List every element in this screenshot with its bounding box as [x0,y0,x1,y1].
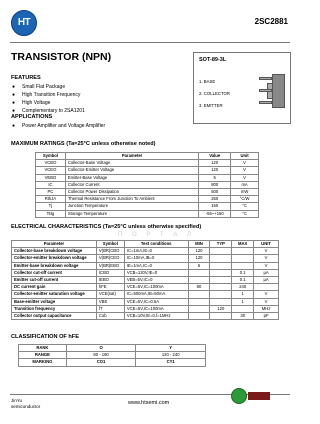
cell: VCEO [36,167,66,174]
table-row [12,312,279,319]
cell [210,248,232,255]
cell: 250 [199,196,231,203]
cell: VCE=5V,IC=100mA [124,284,188,291]
column-header: MIN [188,241,210,248]
cell: Collector-base breakdown voltage [12,248,97,255]
classification-heading: CLASSIFICATION OF hFE [11,334,79,340]
table-row [12,269,279,276]
electrical-heading: ELECTRICAL CHARACTERISTICS (Ta=25°C unless otherwise specified) [11,224,202,230]
cell: V [231,167,259,174]
pin-icon [259,101,272,104]
cell: CY1 [136,359,206,366]
cell: O [66,345,136,352]
cell: MARKING [19,359,67,366]
footer-company [11,398,40,410]
cell: Collector Power Dissipation [65,188,198,195]
cell [210,276,232,283]
cell: °C [231,210,259,217]
cell: VCB=10V,IE=0,f=1MHz [124,312,188,319]
cell: V(BR)CEO [96,255,124,262]
cell: IC=500mA,IB=50mA [124,291,188,298]
website-link[interactable]: www.htsemi.com [128,400,170,406]
table-row [12,291,279,298]
table-row [19,352,206,359]
package-title: SOT-89-3L [199,57,227,63]
table-row [36,181,259,188]
cell: VEB=5V,IC=0 [124,276,188,283]
column-header: Parameter [12,241,97,248]
cell: V [254,255,279,262]
cell: Collector-emitter breakdown voltage [12,255,97,262]
cell: 120 [199,167,231,174]
cell: fT [96,305,124,312]
cell: Tj [36,203,66,210]
table-row [36,196,259,203]
table-row [36,188,259,195]
cell: DC current gain [12,284,97,291]
cell: RANGE [19,352,67,359]
cell: IE=1mA,IC=0 [124,262,188,269]
table-row [12,305,279,312]
cell: VCB=120V,IE=0 [124,269,188,276]
cell: Collector cut-off current [12,269,97,276]
cell: 1 [232,298,254,305]
cell [210,291,232,298]
cell: IC=10mA,IB=0 [124,255,188,262]
cell: IEBO [96,276,124,283]
cell: Emitter cut-off current [12,276,97,283]
column-header: Parameter [65,153,198,160]
cell [188,269,210,276]
cell: 800 [199,181,231,188]
cell: RANK [19,345,67,352]
cell: 30 [232,312,254,319]
watermark: П О Р Т А Л [118,232,195,238]
cell: 1 [232,291,254,298]
pin-icon [259,89,272,92]
cell: Storage Temperature [65,210,198,217]
certification-mark-icon [248,392,270,400]
cell: V [254,291,279,298]
cell: -55~+150 [199,210,231,217]
cell [188,312,210,319]
cell: MHz [254,305,279,312]
cell: 120 [210,305,232,312]
cell [210,255,232,262]
cell: 120 [199,160,231,167]
cell [210,312,232,319]
table-row [19,345,206,352]
pin-icon [259,77,272,80]
application-item: ● Power Amplifier and Voltage Amplifier [11,123,105,129]
cell: °C/W [231,196,259,203]
cell: 5 [188,262,210,269]
table-row [12,298,279,305]
cell: 240 [232,284,254,291]
cell: RthJA [36,196,66,203]
cell: Collector-emitter saturation voltage [12,291,97,298]
cell [188,298,210,305]
cell [210,284,232,291]
cell: V [254,262,279,269]
cell: Collector-Emitter Voltage [65,167,198,174]
column-header: Unit [231,153,259,160]
cell [188,291,210,298]
cell: Junction Temperature [65,203,198,210]
cell: Cob [96,312,124,319]
cell: 5 [199,174,231,181]
cell: Collector output capacitance [12,312,97,319]
cell: Tstg [36,210,66,217]
cell: pF [254,312,279,319]
cell [188,305,210,312]
cell: V [231,160,259,167]
cell [210,298,232,305]
cell [232,262,254,269]
column-header: Test conditions [124,241,188,248]
cell: V(BR)EBO [96,262,124,269]
cell: VBE [96,298,124,305]
table-row [12,284,279,291]
cell: µA [254,269,279,276]
cell: 80 [188,284,210,291]
cell: V [254,248,279,255]
cell: 120 [188,248,210,255]
company-subtitle: semiconductor [11,404,41,409]
feature-item: ● Small Flat Package [11,84,65,90]
cell: VCE(sat) [96,291,124,298]
cell [232,255,254,262]
cell: 80 - 160 [66,352,136,359]
table-row [36,210,259,217]
certification-badge-icon [231,388,247,404]
features-heading: FEATURES [11,75,41,81]
electrical-table [11,240,279,320]
max-ratings-heading: MAXIMUM RATINGS (Ta=25°C unless otherwise noted) [11,141,156,147]
classification-table [18,344,206,367]
company-logo [11,10,37,36]
cell: Emitter-Base Voltage [65,174,198,181]
column-header: TYP [210,241,232,248]
cell: 500 [199,188,231,195]
column-header: MAX [232,241,254,248]
cell: 120 [188,255,210,262]
cell: 120 - 240 [136,352,206,359]
cell: VCE=5V,IC=0.5A [124,298,188,305]
cell: 0.1 [232,269,254,276]
cell [254,284,279,291]
table-row [36,174,259,181]
cell: Y [136,345,206,352]
cell: 0.1 [232,276,254,283]
cell: IC [36,181,66,188]
table-row [36,160,259,167]
cell: Collector Current [65,181,198,188]
logo-text: HT [17,17,31,28]
cell: µA [254,276,279,283]
cell: V(BR)CBO [96,248,124,255]
pin-label: 1. BASE [199,79,216,84]
cell: V [254,298,279,305]
table-row [36,167,259,174]
applications-heading: APPLICATIONS [11,114,53,120]
package-diagram [193,52,291,124]
header-divider [10,42,290,43]
part-number: 2SC2881 [254,17,288,26]
cell [188,276,210,283]
table-header-row [36,153,259,160]
cell: Emitter-base breakdown voltage [12,262,97,269]
cell: 150 [199,203,231,210]
max-ratings-table [35,152,259,218]
table-row [12,255,279,262]
cell [210,269,232,276]
column-header: Symbol [36,153,66,160]
cell: VCBO [36,160,66,167]
table-row [12,276,279,283]
column-header: UNIT [254,241,279,248]
cell: CO1 [66,359,136,366]
cell: mW [231,188,259,195]
cell [232,305,254,312]
feature-item: ● Complementary to 2SA1201 [11,108,85,114]
cell: PC [36,188,66,195]
cell: V [231,174,259,181]
cell: mA [231,181,259,188]
table-row [19,359,206,366]
table-row [36,203,259,210]
cell: ICBO [96,269,124,276]
cell: °C [231,203,259,210]
cell: Base-emitter voltage [12,298,97,305]
cell: Transition frequency [12,305,97,312]
package-body-icon [272,74,285,108]
cell [210,262,232,269]
page-title: TRANSISTOR (NPN) [11,51,112,63]
cell: Collector-Base Voltage [65,160,198,167]
table-row [12,248,279,255]
pin-label: 2. COLLECTOR [199,91,230,96]
cell: Thermal Resistance From Junction To Ambient [65,196,198,203]
cell: IC=1mA,IE=0 [124,248,188,255]
column-header: Symbol [96,241,124,248]
cell: hFE [96,284,124,291]
pin-label: 3. EMITTER [199,103,223,108]
table-row [12,262,279,269]
cell: VEBO [36,174,66,181]
feature-item: ● High Transition Frequency [11,92,80,98]
column-header: Value [199,153,231,160]
cell: VCE=5V,IC=100mA [124,305,188,312]
company-name: JinYu [11,398,23,403]
table-header-row [12,241,279,248]
cell [232,248,254,255]
feature-item: ● High Voltage [11,100,50,106]
